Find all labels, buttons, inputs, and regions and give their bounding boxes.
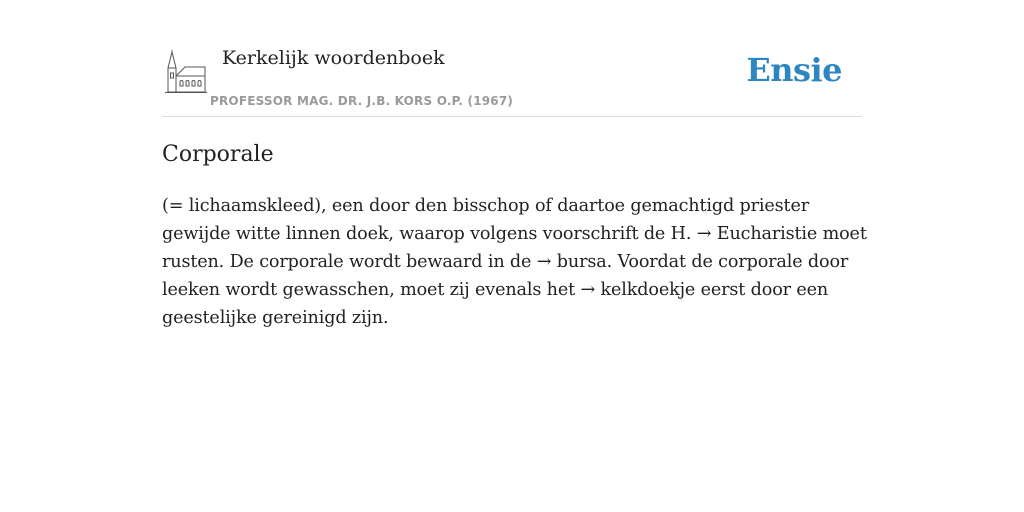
dictionary-header <box>162 40 862 117</box>
church-icon[interactable] <box>165 50 207 94</box>
definition-text: eerst door een geestelijke gereinigd zijn. <box>162 280 829 328</box>
dictionary-title[interactable]: Kerkelijk woordenboek <box>222 47 445 69</box>
link-bursa[interactable]: → bursa <box>536 252 607 272</box>
definition-text: moet rusten. De corporale wordt bewaard in de <box>162 224 867 272</box>
ensie-logo[interactable]: Ensie <box>746 51 842 89</box>
link-eucharistie[interactable]: → Eucharistie <box>696 224 818 244</box>
entry-title: Corporale <box>162 142 274 167</box>
entry-definition <box>162 192 867 332</box>
link-kelkdoekje[interactable]: → kelkdoekje <box>580 280 696 300</box>
dictionary-author: PROFESSOR MAG. DR. J.B. KORS O.P. (1967) <box>210 94 514 108</box>
definition-text: . Voordat de corporale door leeken wordt gewasschen, moet zij evenals het <box>162 252 849 300</box>
definition-text: (= lichaamskleed), een door den bisschop of daartoe gemachtigd priester gewijde witte linnen doek, waarop volgens voorschrift de H. <box>162 196 809 244</box>
